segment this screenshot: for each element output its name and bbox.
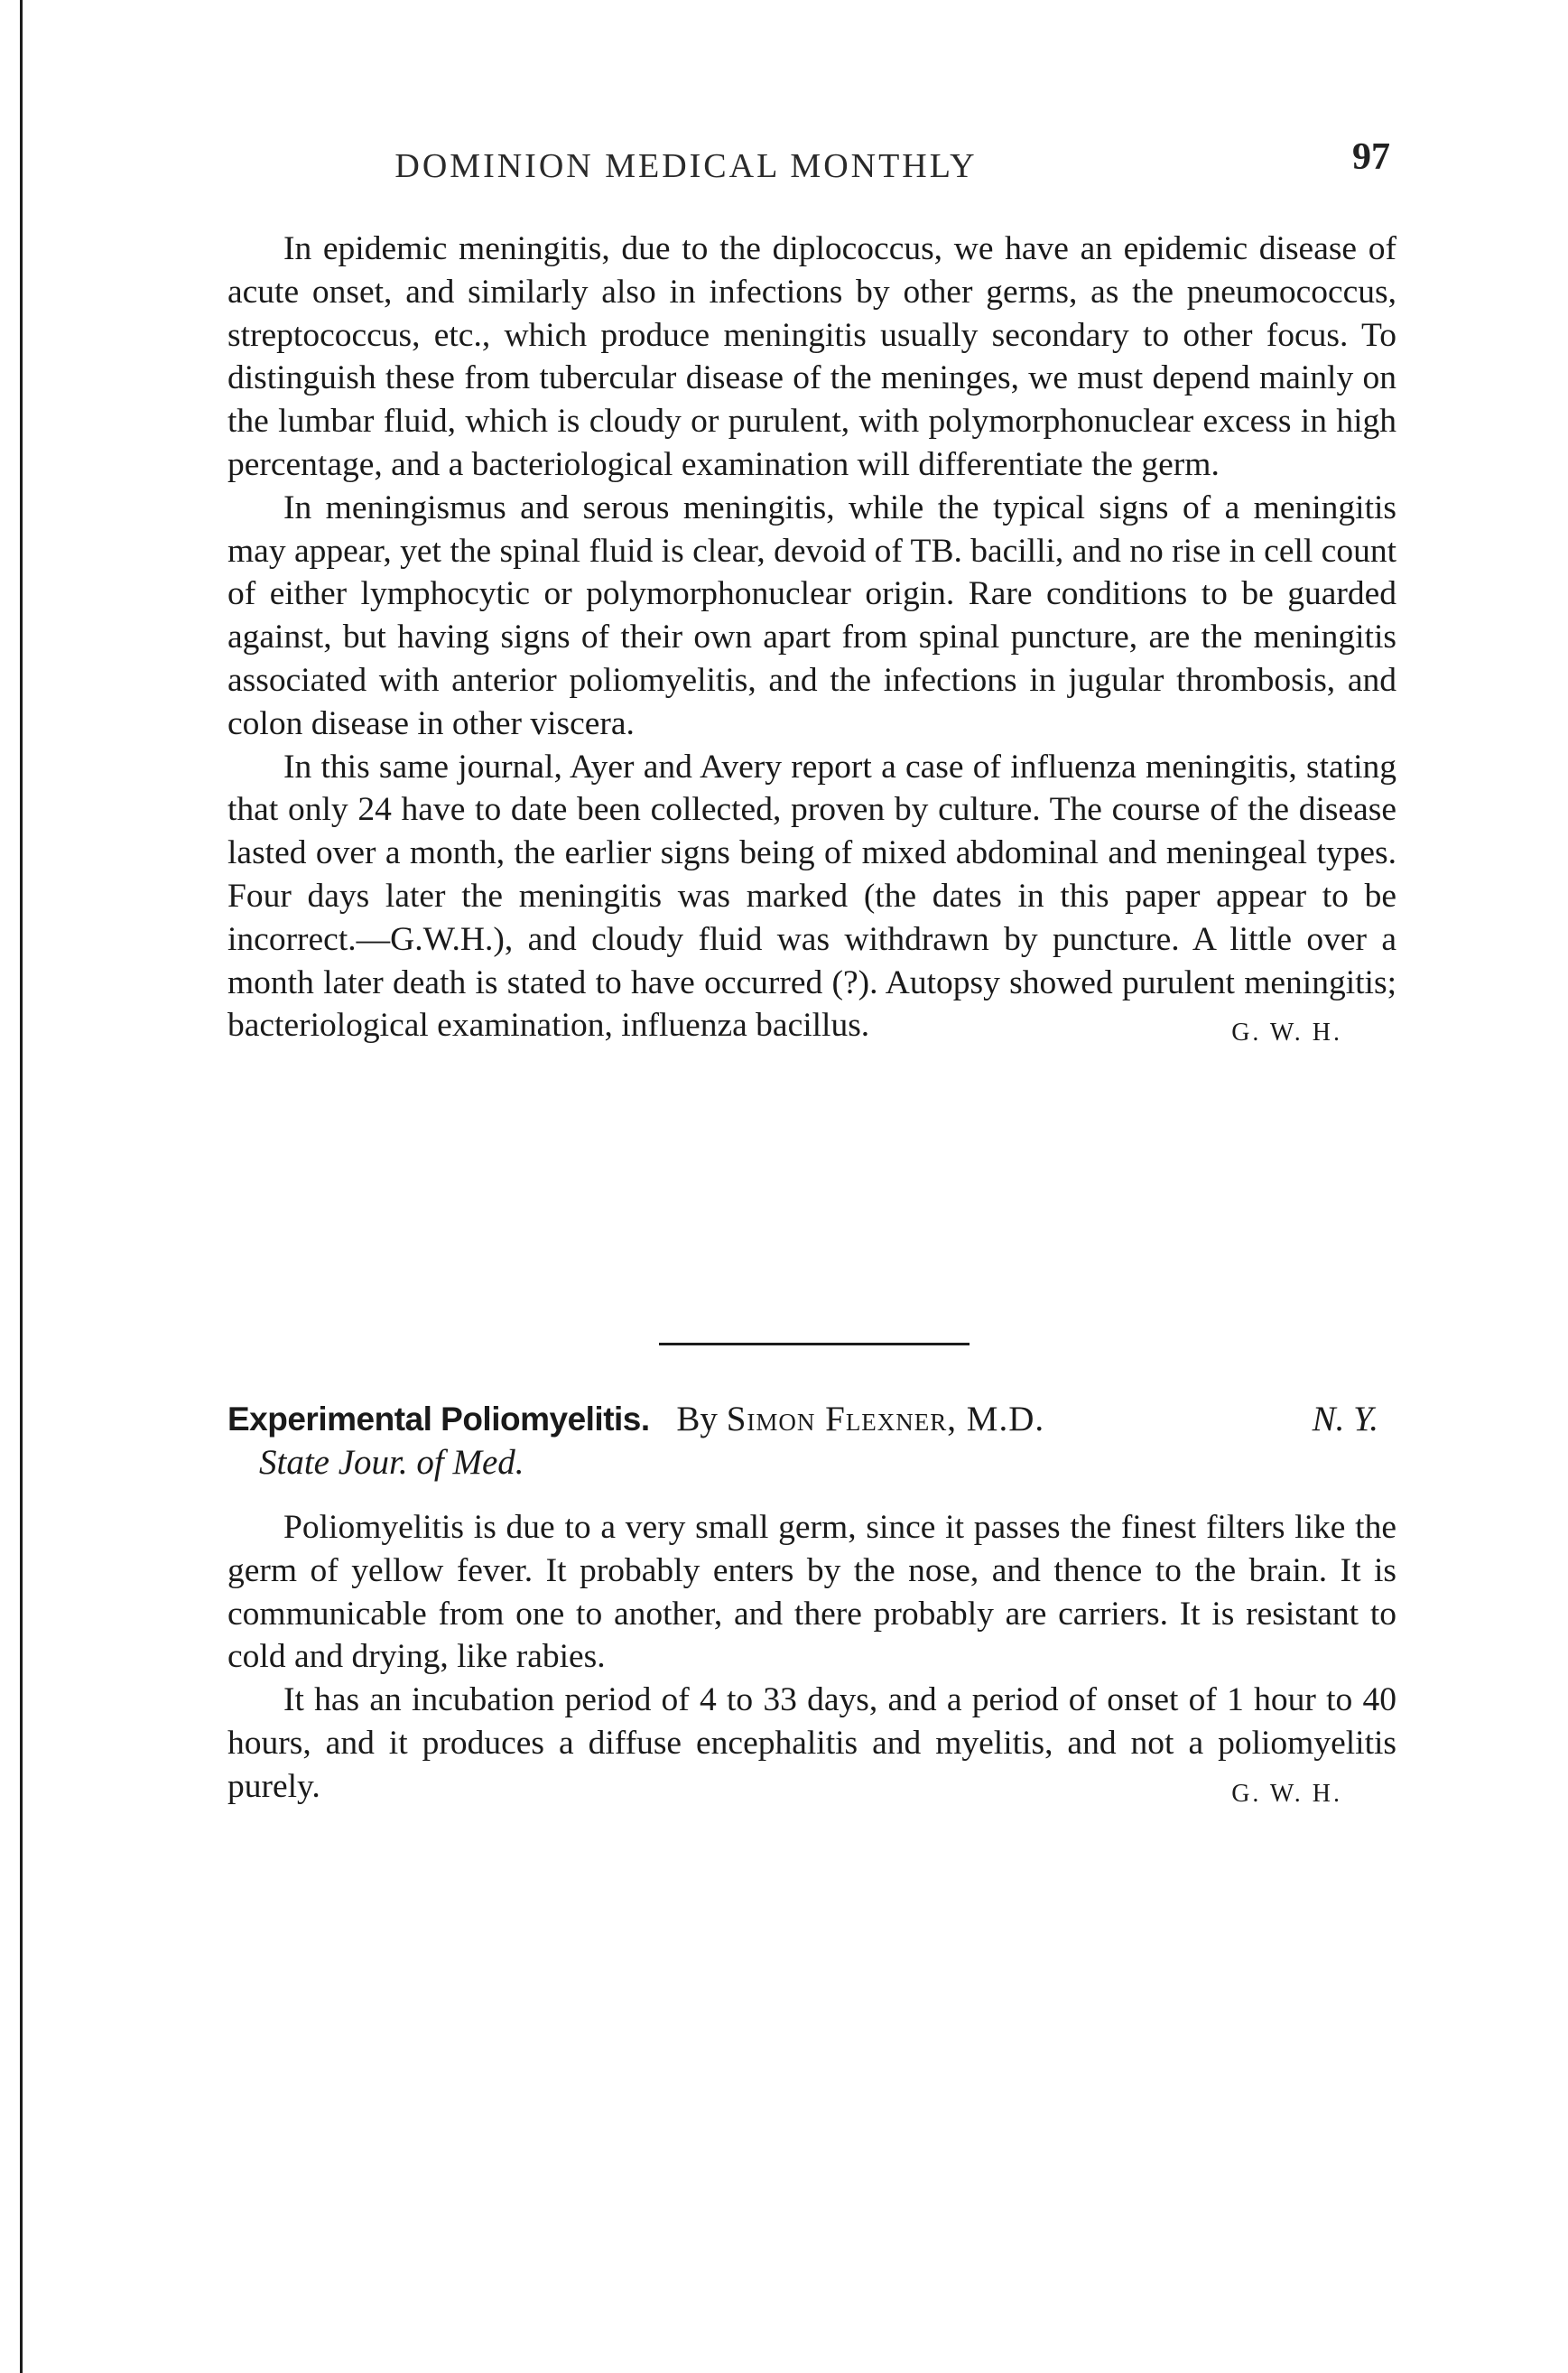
author-initials: G. W. H. bbox=[1231, 1019, 1342, 1047]
byline bbox=[676, 1400, 1044, 1438]
paragraph: Poliomyelitis is due to a very small germ, since it passes the finest filters like the germ of yellow fever. It probably enters by the nose, and thence to the brain. It is communicable from one to another, and there probably are carriers. It is resistant to cold and drying, like rabies. bbox=[227, 1509, 1396, 1676]
paragraph-text: In this same journal, Ayer and Avery report a case of influenza meningitis, stating that only 24 have to date been collected, proven by culture. The course of the disease lasted over a month, the earlier signs being of mixed abdominal and meningeal types. Four days later the meningitis was marked (the dates in this paper appear to be incorrect.—G.W.H.), and cloudy fluid was withdrawn by puncture. A little over a month later death is stated to have occurred (?). Autopsy showed purulent meningitis; bacteriological examination, influenza bacillus. bbox=[227, 748, 1396, 1045]
paragraph bbox=[227, 746, 1396, 1048]
source-journal-prefix: N. Y. bbox=[1312, 1400, 1378, 1438]
article-title: Experimental Poliomyelitis. bbox=[227, 1401, 650, 1438]
paragraph: In meningismus and serous meningitis, while the typical signs of a meningitis may appear, yet the spinal fluid is clear, devoid of TB. bacilli, and no rise in cell count of either lymphocytic or polymorphonuclear origin. Rare conditions to be guarded against, but having signs of their own apart from spinal puncture, are the meningitis associated with anterior poliomyelitis, and the infections in jugular thrombosis, and colon disease in other viscera. bbox=[227, 489, 1396, 742]
author-initials: G. W. H. bbox=[1231, 1779, 1342, 1808]
author-name: Simon Flexner, M.D. bbox=[726, 1400, 1045, 1438]
paragraph bbox=[227, 1679, 1396, 1808]
article-heading bbox=[227, 1398, 1396, 1484]
source-journal: State Jour. of Med. bbox=[259, 1443, 524, 1482]
page-number: 97 bbox=[1352, 136, 1390, 178]
byline-prefix: By bbox=[676, 1400, 718, 1438]
section-divider bbox=[659, 1343, 970, 1345]
paragraph-text: It has an incubation period of 4 to 33 days, and a period of onset of 1 hour to 40 hours, and it produces a diffuse encephalitis and myelitis, and not a poliomyelitis purely. bbox=[227, 1681, 1396, 1805]
running-head bbox=[235, 135, 1390, 190]
binding-edge-line bbox=[20, 0, 23, 2373]
meningitis-section bbox=[227, 228, 1396, 1055]
journal-title: DOMINION MEDICAL MONTHLY bbox=[394, 147, 978, 185]
paragraph: In epidemic meningitis, due to the diplococcus, we have an epidemic disease of acute onset, and similarly also in infections by other germs, as the pneumococcus, streptococcus, etc., which produce meningitis usually secondary to other focus. To distinguish these from tubercular disease of the meninges, we must depend mainly on the lumbar fluid, which is cloudy or purulent, with polymorphonuclear excess in high percentage, and a bacteriological examination will differentiate the germ. bbox=[227, 230, 1396, 483]
poliomyelitis-section bbox=[227, 1506, 1396, 1816]
